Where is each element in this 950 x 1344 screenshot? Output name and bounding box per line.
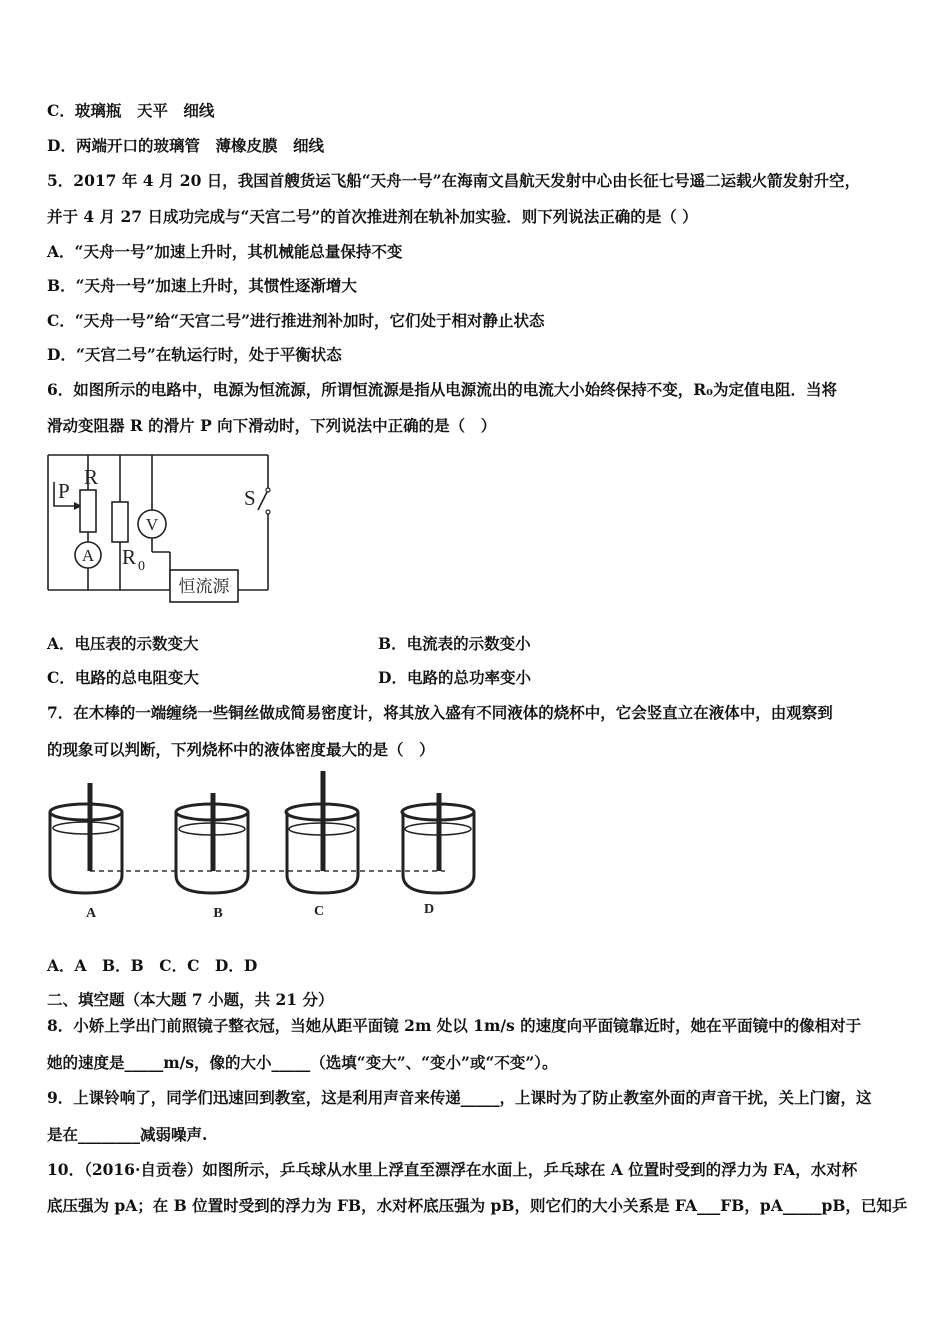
circuit-diagram: [40, 450, 280, 612]
q6-option-b: B．电流表的示数变小: [378, 634, 531, 653]
resistor-r0: [112, 502, 128, 542]
label-v: V: [145, 515, 159, 534]
beakers-figure: [40, 765, 490, 925]
q10-text-line2: 底压强为 pA；在 B 位置时受到的浮力为 FB，水对杯底压强为 pB，则它们的大小关系是 FA___FB，pA_____pB，已知乒: [47, 1196, 908, 1215]
beaker-label-b: B: [213, 906, 223, 921]
q10-text-line1: 10．（2016·自贡卷）如图所示，乒乓球从水里上浮直至漂浮在水面上，乒乓球在 A 位置时受到的浮力为 FA，水对杯: [47, 1160, 858, 1179]
q9-text-line2: 是在________减弱噪声.: [47, 1125, 208, 1144]
q7-text-line2: 的现象可以判断，下列烧杯中的液体密度最大的是（ ）: [47, 740, 435, 759]
q5-option-b: B．“天舟一号”加速上升时，其惯性逐渐增大: [47, 276, 357, 295]
option-d-prev: D．两端开口的玻璃管 薄橡皮膜 细线: [47, 136, 324, 155]
beaker-d: [402, 793, 474, 893]
beaker-a: [50, 783, 122, 893]
section-2-heading: 二、填空题（本大题 7 小题，共 21 分）: [47, 990, 334, 1009]
q7-options: A．A B．B C．C D．D: [47, 956, 258, 975]
q6-option-d: D．电路的总功率变小: [378, 668, 531, 687]
label-r0: R: [122, 545, 137, 569]
option-c-prev: C．玻璃瓶 天平 细线: [47, 101, 215, 120]
beaker-label-a: A: [85, 906, 97, 921]
q5-option-c: C．“天舟一号”给“天宫二号”进行推进剂补加时，它们处于相对静止状态: [47, 311, 545, 330]
q5-option-a: A．“天舟一号”加速上升时，其机械能总量保持不变: [47, 242, 403, 261]
q8-text-line2: 她的速度是_____m/s，像的大小_____（选填“变大”、“变小”或“不变”）。: [47, 1053, 558, 1072]
q5-text-line2: 并于 4 月 27 日成功完成与“天宫二号”的首次推进剂在轨补加实验．则下列说法正确的是（ ）: [47, 207, 698, 226]
q7-text-line1: 7．在木棒的一端缠绕一些铜丝做成简易密度计，将其放入盛有不同液体的烧杯中，它会竖直立在液体中，由观察到: [47, 703, 833, 722]
label-r0-sub: 0: [138, 559, 145, 574]
q9-text-line1: 9．上课铃响了，同学们迅速回到教室，这是利用声音来传递_____，上课时为了防止教室外面的声音干扰，关上门窗，这: [47, 1088, 872, 1107]
q8-text-line1: 8．小娇上学出门前照镜子整衣冠，当她从距平面镜 2m 处以 1m/s 的速度向平面镜靠近时，她在平面镜中的像相对于: [47, 1016, 862, 1035]
q5-text-line1: 5．2017 年 4 月 20 日，我国首艘货运飞船“天舟一号”在海南文昌航天发射中心由长征七号遥二运载火箭发射升空，: [47, 171, 861, 190]
q6-text-line2: 滑动变阻器 R 的滑片 P 向下滑动时，下列说法中正确的是（ ）: [47, 416, 497, 435]
label-r: R: [84, 465, 99, 489]
beaker-label-c: C: [313, 904, 325, 919]
beaker-b: [176, 793, 248, 893]
label-s: S: [244, 486, 256, 510]
q6-option-a: A．电压表的示数变大: [47, 634, 199, 653]
source-label: 恒流源: [178, 577, 230, 596]
q6-text-line1: 6．如图所示的电路中，电源为恒流源，所谓恒流源是指从电源流出的电流大小始终保持不变，R₀为定值电阻．当将: [47, 380, 837, 399]
label-p: P: [58, 479, 70, 503]
label-a: A: [81, 546, 95, 565]
rheostat-r: [80, 490, 96, 532]
q5-option-d: D．“天宫二号”在轨运行时，处于平衡状态: [47, 345, 342, 364]
beaker-label-d: D: [423, 902, 435, 917]
q6-option-c: C．电路的总电阻变大: [47, 668, 199, 687]
beaker-c: [286, 771, 358, 893]
